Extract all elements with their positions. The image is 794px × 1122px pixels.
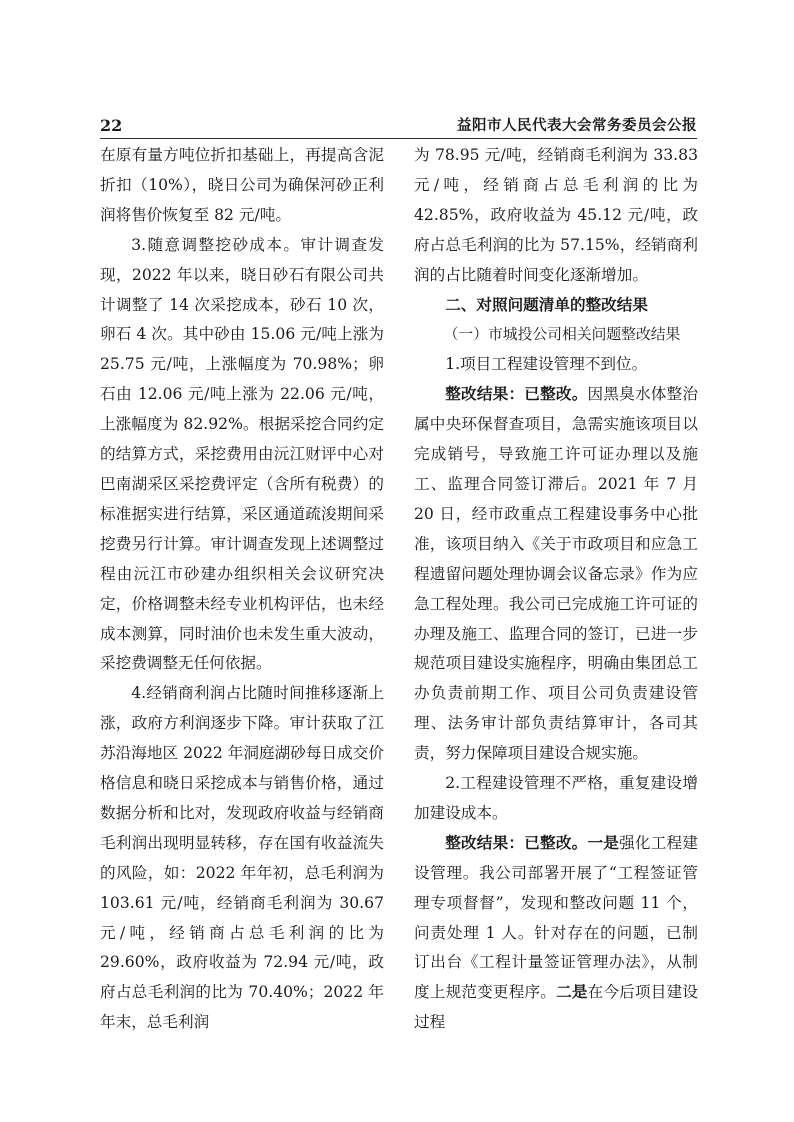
result-label: 整改结果：已整改。	[445, 833, 588, 852]
point-marker: 二是	[556, 983, 588, 1002]
result-text: 强化工程建设管理。我公司部署开展了“工程签证管理专项督督”，发现和整改问题 11 个，问责处理 1 人。针对存在的问题，已制订出台《工程计量签证管理办法》，从制度上规范变更程序。	[414, 833, 698, 1002]
item-heading: 2.工程建设管理不严格，重复建设增加建设成本。	[414, 774, 698, 822]
paragraph	[414, 829, 698, 1038]
paragraph: 3.随意调整挖砂成本。审计调查发现，2022 年以来，晓日砂石有限公司共计调整了 14 次采挖成本，砂石 10 次，卵石 4 次。其中砂由 15.06 元/吨上涨为 25.75 元/吨，上涨幅度为 70.98%；卵石由 12.06 元/吨上涨为 22.06 元/吨，上涨幅度为 82.92%。根据采挖合同约定的结算方式，采挖费用由沅江财评中心对巴南湖采区采挖费评定（含所有税费）的标准据实进行结算，采区通道疏浚期间采挖费另行计算。审计调查发现上述调整过程由沅江市砂建办组织相关会议研究决定，价格调整未经专业机构评估，也未经成本测算，同时油价也未发生重大波动，采挖费调整无任何依据。	[100, 235, 384, 673]
result-text: 在今后项目建设过程	[414, 983, 698, 1032]
page-number: 22	[100, 116, 123, 135]
paragraph: 在原有量方吨位折扣基础上，再提高含泥折扣（10%），晓日公司为确保河砂正利润将售价恢复至 82 元/吨。	[100, 146, 384, 224]
point-marker: 一是	[587, 833, 620, 852]
right-column	[414, 141, 698, 1038]
journal-title: 益阳市人民代表大会常务委员会公报	[457, 118, 697, 134]
paragraph: 4.经销商利润占比随时间推移逐渐上涨，政府方利润逐步下降。审计获取了江苏沿海地区 2022 年洞庭湖砂每日成交价格信息和晓日采挖成本与销售价格，通过数据分析和比对，发现政府收益与经销商毛利润出现明显转移，存在国有收益流失的风险，如：2022 年年初，总毛利润为 103.61 元/吨，经销商毛利润为 30.67 元/吨，经销商占总毛利润的比为 29.60%，政府收益为 72.94 元/吨，政府占总毛利润的比为 70.40%；2022 年年末，总毛利润	[100, 684, 384, 1032]
result-text: 因黑臭水体整治属中央环保督查项目，急需实施该项目以完成销号，导致施工许可证办理以及施工、监理合同签订滞后。2021 年 7 月 20 日，经市政重点工程建设事务中心批准，该项目纳入《关于市政项目和应急工程遗留问题处理协调会议备忘录》作为应急工程处理。我公司已完成施工许可证的办理及施工、监理合同的签订，已进一步规范项目建设实施程序，明确由集团总工办负责前期工作、项目公司负责建设管理、法务审计部负责结算审计，各司其责，努力保障项目建设合规实施。	[414, 385, 698, 763]
result-label: 整改结果：已整改。	[445, 385, 588, 404]
subsection-heading: （一）市城投公司相关问题整改结果	[443, 326, 681, 344]
left-column	[100, 141, 384, 1038]
item-heading: 1.项目工程建设管理不到位。	[445, 355, 648, 374]
section-heading: 二、对照问题清单的整改结果	[445, 295, 648, 314]
header-rule	[100, 138, 697, 139]
paragraph	[414, 380, 698, 769]
paragraph: 为 78.95 元/吨，经销商毛利润为 33.83 元/吨，经销商占总毛利润的比为 42.85%，政府收益为 45.12 元/吨，政府占总毛利润的比为 57.15%，经销商利润的占比随着时间变化逐渐增加。	[414, 146, 698, 284]
page-header	[100, 116, 697, 138]
